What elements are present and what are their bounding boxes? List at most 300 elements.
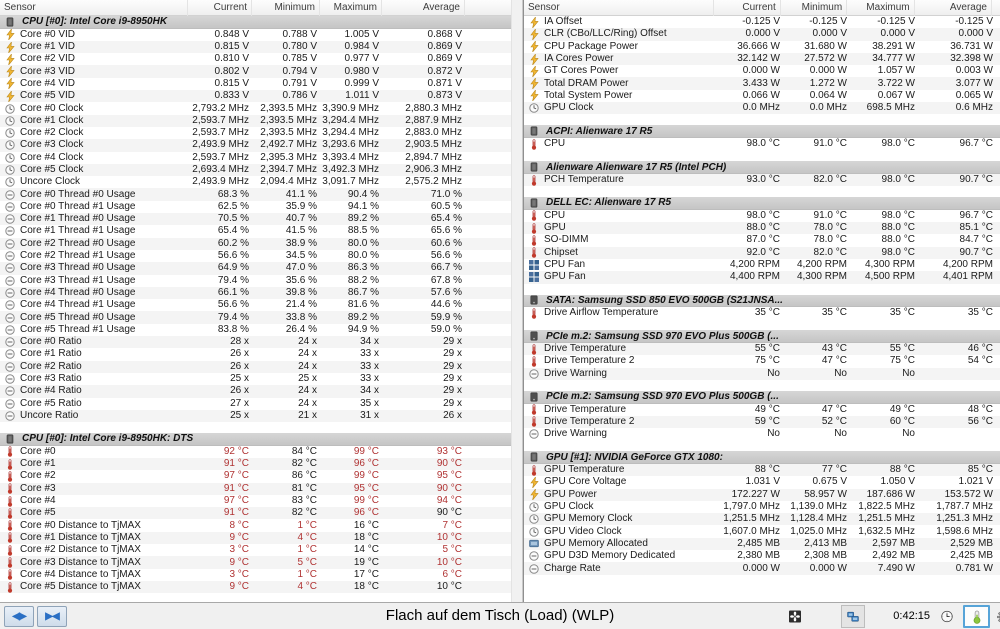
sensor-row[interactable]: [0, 483, 511, 495]
sensor-value-maximum: 4,300 RPM: [864, 259, 915, 271]
sensor-row[interactable]: [0, 336, 511, 348]
sensor-label: IA Offset: [544, 16, 583, 28]
sensor-row[interactable]: [524, 428, 1000, 440]
sensor-row[interactable]: [524, 234, 1000, 246]
sensor-row[interactable]: [524, 343, 1000, 355]
sensor-value-maximum: 88 °C: [889, 464, 915, 476]
sensor-value-current: 92 °C: [223, 445, 249, 457]
sensor-value-average: 35 °C: [967, 307, 993, 319]
sensor-row[interactable]: [524, 28, 1000, 40]
sensor-value-minimum: 35 °C: [821, 307, 847, 319]
sensor-row[interactable]: [524, 307, 1000, 319]
sensor-label: Core #0: [20, 445, 56, 457]
sensor-row[interactable]: [524, 65, 1000, 77]
thermometer-icon: [4, 459, 16, 470]
sensor-value-maximum: 0.977 V: [344, 53, 379, 65]
sensor-group-header[interactable]: [0, 433, 511, 446]
section-gap: [524, 284, 1000, 295]
clock-icon: [528, 527, 540, 537]
sensor-row[interactable]: [0, 115, 511, 127]
sensor-value-maximum: 98.0 °C: [881, 174, 915, 185]
sensor-value-average: 29 x: [443, 360, 462, 372]
sensor-label: GPU Video Clock: [544, 525, 622, 537]
gauge-icon: [528, 369, 540, 379]
sensor-row[interactable]: [0, 250, 511, 262]
sensor-group-header[interactable]: [524, 295, 1000, 308]
sensor-label: Core #2 Clock: [20, 127, 84, 139]
thermometer-icon: [528, 465, 540, 476]
gauge-icon: [528, 551, 540, 561]
sensor-group-header[interactable]: [524, 197, 1000, 210]
sensor-row[interactable]: [524, 16, 1000, 28]
sensor-value-current: 70.5 %: [217, 213, 249, 225]
sensor-value-maximum: 96 °C: [353, 458, 379, 470]
sensor-row[interactable]: [0, 544, 511, 556]
sensor-value-current: 1.031 V: [745, 476, 780, 488]
sensor-label: GPU Fan: [544, 271, 586, 283]
sensor-row[interactable]: [0, 299, 511, 311]
sensor-row[interactable]: [0, 398, 511, 410]
sensor-value-maximum: 98.0 °C: [881, 209, 915, 221]
sensor-label: Core #3 Clock: [20, 139, 84, 151]
sensor-group-header[interactable]: [524, 330, 1000, 343]
clock-icon: [4, 165, 16, 175]
sensor-group-title: CPU [#0]: Intel Core i9-8950HK: [22, 16, 168, 28]
sensor-value-maximum: -0.125 V: [877, 16, 915, 28]
drive-icon: [528, 295, 540, 305]
sensor-value-average: 10 °C: [436, 531, 462, 543]
sensor-value-maximum: 75 °C: [889, 355, 915, 367]
sensor-label: Core #5 Thread #0 Usage: [20, 311, 136, 323]
sensor-row[interactable]: [0, 127, 511, 139]
sensor-row[interactable]: [0, 176, 511, 188]
sensor-value-average: 2,906.3 MHz: [405, 164, 462, 175]
sensor-value-current: 3 °C: [229, 544, 249, 556]
thermometer-icon: [528, 139, 540, 150]
column-header-sensor[interactable]: Sensor: [524, 0, 714, 16]
sensor-value-maximum: 0.067 W: [877, 89, 915, 101]
sensor-group-header[interactable]: [524, 125, 1000, 138]
thermometer-icon: [528, 344, 540, 355]
sensor-value-minimum: 82 °C: [291, 458, 317, 470]
thermometer-icon: [4, 520, 16, 531]
column-header-average[interactable]: Average: [382, 0, 465, 16]
gauge-icon: [4, 386, 16, 396]
sensor-group-title: PCIe m.2: Samsung SSD 970 EVO Plus 500GB (...: [546, 391, 779, 403]
sensor-row[interactable]: [0, 188, 511, 200]
sensor-value-current: 2,493.9 MHz: [192, 139, 249, 151]
sensor-value-minimum: 0.794 V: [282, 65, 317, 77]
timer-button[interactable]: [933, 605, 961, 628]
sensor-row[interactable]: [0, 65, 511, 77]
sensor-row[interactable]: [0, 410, 511, 422]
sensors-active-button[interactable]: [963, 605, 990, 628]
sensor-row[interactable]: [524, 174, 1000, 186]
sensor-value-minimum: 84 °C: [291, 445, 317, 457]
sensor-value-maximum: 3,390.9 MHz: [322, 102, 379, 114]
sensor-value-average: 29 x: [443, 348, 462, 360]
sensor-value-average: 3.077 W: [955, 77, 993, 89]
sensor-row[interactable]: [0, 507, 511, 519]
sensor-label: Core #0 Thread #1 Usage: [20, 200, 136, 212]
sensor-value-average: 0.6 MHz: [955, 102, 993, 114]
clock-icon: [528, 514, 540, 524]
sensor-value-current: 56.6 %: [217, 299, 249, 311]
sensor-value-average: 93 °C: [436, 445, 462, 457]
clock-icon: [941, 604, 953, 629]
sensor-label: Uncore Ratio: [20, 409, 79, 421]
sensor-value-current: 0.848 V: [214, 28, 249, 40]
sensor-value-maximum: 3,293.6 MHz: [322, 139, 379, 151]
sensor-row[interactable]: [0, 287, 511, 299]
sensor-value-current: 35 °C: [754, 307, 780, 319]
sensor-label: Core #0 Thread #0 Usage: [20, 188, 136, 200]
sensor-row[interactable]: [524, 53, 1000, 65]
sensor-label: CPU Package Power: [544, 40, 638, 52]
zap-icon: [528, 66, 540, 77]
sensor-value-current: 68.3 %: [217, 188, 249, 200]
sensor-value-current: 49 °C: [754, 403, 780, 415]
gauge-icon: [4, 362, 16, 372]
sensor-row[interactable]: [0, 581, 511, 593]
settings-button[interactable]: [991, 605, 1000, 628]
remote-sensors-button[interactable]: [841, 605, 865, 628]
sensor-row[interactable]: [524, 247, 1000, 259]
sensor-value-maximum: 98.0 °C: [881, 246, 915, 258]
sensor-row[interactable]: [0, 556, 511, 568]
sensor-row[interactable]: [0, 458, 511, 470]
sensor-value-average: 60.5 %: [430, 200, 462, 212]
sensor-value-average: 65.6 %: [430, 225, 462, 237]
sensor-value-current: 9 °C: [229, 581, 249, 593]
sensor-row[interactable]: [0, 53, 511, 65]
sensor-value-maximum: 86.3 %: [347, 262, 379, 274]
sensor-label: GPU Temperature: [544, 464, 625, 476]
sensor-label: Drive Temperature 2: [544, 415, 635, 427]
sensor-label: GPU Memory Allocated: [544, 537, 648, 549]
gauge-icon: [4, 276, 16, 286]
sensor-value-minimum: 2,094.4 MHz: [260, 176, 317, 188]
sensor-label: Core #3 VID: [20, 65, 76, 77]
sensor-value-minimum: 4,200 RPM: [796, 259, 847, 271]
sensor-group-title: PCIe m.2: Samsung SSD 970 EVO Plus 500GB (...: [546, 330, 779, 342]
sensor-label: Core #1: [20, 458, 56, 470]
sensor-row[interactable]: [0, 373, 511, 385]
sensor-value-minimum: 35.9 %: [285, 200, 317, 212]
sensor-value-current: No: [767, 367, 780, 379]
sensor-value-current: 91 °C: [223, 507, 249, 519]
gauge-icon: [4, 325, 16, 335]
column-header-maximum[interactable]: Maximum: [847, 0, 914, 16]
sensor-row[interactable]: [524, 476, 1000, 488]
column-header-filler: [465, 0, 511, 16]
sensor-row[interactable]: [0, 532, 511, 544]
sensor-label: GPU Power: [544, 488, 597, 500]
sensor-value-average: 0.003 W: [955, 65, 993, 77]
sensor-value-current: 75 °C: [754, 355, 780, 367]
sensor-label: Core #1 Clock: [20, 114, 84, 126]
sensor-row[interactable]: [524, 562, 1000, 574]
sensor-value-current: 66.1 %: [217, 286, 249, 298]
sensor-row[interactable]: [524, 102, 1000, 114]
sensor-label: CPU: [544, 138, 566, 150]
sensor-row[interactable]: [0, 470, 511, 482]
sensor-row[interactable]: [524, 259, 1000, 271]
sensor-value-current: 79.4 %: [217, 274, 249, 286]
sensor-row[interactable]: [524, 416, 1000, 428]
sensor-row[interactable]: [0, 348, 511, 360]
sensor-value-current: 25 x: [230, 373, 249, 385]
fan-control-button[interactable]: [783, 605, 807, 628]
chip-icon: [4, 434, 16, 444]
sensor-value-minimum: 82.0 °C: [813, 246, 847, 258]
sensor-row[interactable]: [524, 271, 1000, 283]
sensor-row[interactable]: [524, 464, 1000, 476]
section-gap: [524, 186, 1000, 197]
gauge-icon: [4, 202, 16, 212]
sensor-group-header[interactable]: [524, 161, 1000, 174]
sensor-label: Core #3 Thread #0 Usage: [20, 262, 136, 274]
sensor-value-current: 2,593.7 MHz: [192, 114, 249, 126]
sensor-value-maximum: 88.0 °C: [881, 222, 915, 234]
sensor-label: Core #2 Ratio: [20, 360, 82, 372]
sensor-row[interactable]: [524, 41, 1000, 53]
sensor-value-current: 0.000 W: [742, 562, 780, 574]
sensor-label: Core #3: [20, 482, 56, 494]
sensor-value-current: 9 °C: [229, 556, 249, 568]
sensor-value-maximum: 90.4 %: [347, 188, 379, 200]
sensor-value-average: 26 x: [443, 409, 462, 421]
sensor-value-maximum: 33 x: [360, 373, 379, 385]
sensor-label: Core #0 Distance to TjMAX: [20, 519, 141, 531]
sensor-value-minimum: 25 x: [298, 373, 317, 385]
column-header-minimum[interactable]: Minimum: [252, 0, 320, 16]
gauge-icon: [4, 411, 16, 421]
sensor-row[interactable]: [0, 102, 511, 114]
sensor-row[interactable]: [0, 78, 511, 90]
sensor-label: Core #5 Distance to TjMAX: [20, 581, 141, 593]
sensor-row[interactable]: [0, 152, 511, 164]
thermometer-icon: [528, 416, 540, 427]
sensor-row[interactable]: [0, 41, 511, 53]
right-sensor-panel: [523, 0, 1000, 602]
sensor-value-current: 26 x: [230, 360, 249, 372]
sensor-row[interactable]: [0, 29, 511, 41]
sensor-value-minimum: 82.0 °C: [813, 174, 847, 185]
column-header-average[interactable]: Average: [915, 0, 992, 16]
sensor-value-maximum: 96 °C: [353, 507, 379, 519]
sensor-label: CLR (CBo/LLC/Ring) Offset: [544, 28, 667, 40]
sensor-row[interactable]: [524, 210, 1000, 222]
sensor-value-maximum: 18 °C: [353, 581, 379, 593]
sensor-label: Uncore Clock: [20, 176, 81, 188]
sensor-group-header[interactable]: [524, 391, 1000, 404]
sensor-value-current: 59 °C: [754, 415, 780, 427]
sensor-value-maximum: 1.011 V: [345, 90, 379, 102]
sensor-value-current: 91 °C: [223, 482, 249, 494]
clock-icon: [528, 502, 540, 512]
zap-icon: [528, 90, 540, 101]
sensor-row[interactable]: [0, 139, 511, 151]
sensor-row[interactable]: [524, 513, 1000, 525]
right-sensor-rows: [524, 16, 1000, 575]
clock-icon: [528, 103, 540, 113]
column-header-current[interactable]: Current: [714, 0, 780, 16]
sensor-value-current: 65.4 %: [217, 225, 249, 237]
sensor-row[interactable]: [0, 519, 511, 531]
sensor-value-minimum: 0.786 V: [282, 90, 317, 102]
sensor-value-average: 66.7 %: [430, 262, 462, 274]
sensor-row[interactable]: [0, 446, 511, 458]
sensor-value-average: 153.572 W: [944, 488, 993, 500]
sensor-label: GPU Memory Clock: [544, 513, 633, 525]
sensor-group-title: DELL EC: Alienware 17 R5: [546, 197, 672, 209]
sensor-group-header[interactable]: [524, 451, 1000, 464]
sensor-value-minimum: 24 x: [298, 385, 317, 397]
sensor-value-average: 96.7 °C: [959, 138, 993, 150]
sensor-value-current: 8 °C: [229, 519, 249, 531]
sensor-group-header[interactable]: [0, 16, 511, 29]
sensor-value-maximum: 94.1 %: [347, 200, 379, 212]
sensor-row[interactable]: [0, 238, 511, 250]
sensor-value-minimum: 0.791 V: [282, 77, 317, 89]
sensor-value-maximum: 1,632.5 MHz: [858, 525, 915, 537]
column-header-minimum[interactable]: Minimum: [781, 0, 847, 16]
sensor-row[interactable]: [0, 361, 511, 373]
sensor-value-minimum: 81 °C: [291, 482, 317, 494]
arrows-outward-icon: ◀▶: [12, 611, 26, 622]
sensor-row[interactable]: [0, 311, 511, 323]
sensor-value-current: 2,380 MB: [737, 550, 780, 562]
sensor-label: GPU Clock: [544, 102, 594, 114]
sensor-value-current: 172.227 W: [731, 488, 780, 500]
section-gap: [524, 380, 1000, 391]
sensor-value-average: 65.4 %: [430, 213, 462, 225]
sensor-value-maximum: 1.005 V: [344, 28, 379, 40]
column-header-current[interactable]: Current: [188, 0, 252, 16]
sensor-value-maximum: 0.999 V: [344, 77, 379, 89]
thermometer-icon: [528, 175, 540, 186]
sensor-row[interactable]: [524, 404, 1000, 416]
sensor-row[interactable]: [0, 213, 511, 225]
thermometer-icon: [528, 235, 540, 246]
sensor-value-average: 90 °C: [436, 482, 462, 494]
gauge-icon: [4, 251, 16, 261]
sensor-row[interactable]: [524, 222, 1000, 234]
sensor-value-minimum: 58.957 W: [804, 488, 847, 500]
sensor-row[interactable]: [0, 90, 511, 102]
sensor-row[interactable]: [524, 138, 1000, 150]
thermometer-icon: [4, 545, 16, 556]
sensor-row[interactable]: [524, 77, 1000, 89]
sensor-value-average: 29 x: [443, 336, 462, 348]
sensor-value-maximum: 88.5 %: [347, 225, 379, 237]
sensor-row[interactable]: [524, 355, 1000, 367]
left-panel-scrollbar[interactable]: [511, 0, 523, 602]
sensor-label: GPU: [544, 222, 566, 234]
sensor-value-average: 0.065 W: [955, 89, 993, 101]
sensor-value-average: 1.021 V: [958, 476, 993, 488]
sensor-row[interactable]: [524, 90, 1000, 102]
sensor-value-current: 0.815 V: [214, 77, 249, 89]
sensor-value-minimum: 5 °C: [297, 556, 317, 568]
sensor-value-minimum: 78.0 °C: [813, 222, 847, 234]
sensor-row[interactable]: [524, 538, 1000, 550]
sensor-value-maximum: 80.0 %: [347, 237, 379, 249]
chip-icon: [528, 126, 540, 136]
sensor-row[interactable]: [524, 501, 1000, 513]
sensor-value-maximum: 3.722 W: [877, 77, 915, 89]
sensor-value-maximum: 81.6 %: [347, 299, 379, 311]
sensor-row[interactable]: [0, 569, 511, 581]
sensor-value-maximum: 88.0 °C: [881, 234, 915, 246]
sensor-value-average: 0.872 V: [427, 65, 462, 77]
column-header-filler: [992, 0, 1000, 16]
column-header-sensor[interactable]: Sensor: [0, 0, 188, 16]
chip-icon: [528, 452, 540, 462]
sensor-value-average: 1,251.3 MHz: [936, 513, 993, 525]
sensor-row[interactable]: [524, 368, 1000, 380]
sensor-value-average: 2,887.9 MHz: [405, 114, 462, 126]
left-sensor-rows: [0, 16, 511, 593]
sensor-value-minimum: 1 °C: [297, 568, 317, 580]
sensor-value-current: 1,607.0 MHz: [723, 525, 780, 537]
thermometer-icon: [4, 582, 16, 593]
sensor-value-minimum: 52 °C: [821, 415, 847, 427]
sensor-value-minimum: 31.680 W: [804, 40, 847, 52]
left-column-header: [0, 0, 511, 16]
fan-icon: [528, 272, 540, 282]
sensor-row[interactable]: [0, 262, 511, 274]
sensor-row[interactable]: [524, 550, 1000, 562]
sensor-row[interactable]: [0, 495, 511, 507]
sensor-value-average: 10 °C: [436, 581, 462, 593]
sensor-value-current: -0.125 V: [742, 16, 780, 28]
sensor-value-average: 1,598.6 MHz: [936, 525, 993, 537]
sensor-label: Drive Warning: [544, 428, 607, 440]
column-header-maximum[interactable]: Maximum: [320, 0, 382, 16]
sensor-value-average: 94 °C: [436, 495, 462, 507]
sensor-value-minimum: 33.8 %: [285, 311, 317, 323]
sensor-row[interactable]: [0, 385, 511, 397]
sensor-value-average: 29 x: [443, 373, 462, 385]
zap-icon: [528, 41, 540, 52]
sensor-row[interactable]: [0, 201, 511, 213]
sensor-value-maximum: 0.000 V: [880, 28, 915, 40]
sensor-value-minimum: 35.6 %: [285, 274, 317, 286]
sensor-value-average: 36.731 W: [950, 40, 993, 52]
sensor-value-average: 2,894.7 MHz: [405, 151, 462, 163]
sensor-row[interactable]: [524, 489, 1000, 501]
thermometer-icon: [528, 223, 540, 234]
sensor-value-minimum: 86 °C: [291, 470, 317, 482]
sensor-value-maximum: 1.057 W: [877, 65, 915, 77]
sensor-row[interactable]: [524, 525, 1000, 537]
sensor-value-average: 0.871 V: [427, 77, 462, 89]
fan-icon: [789, 605, 801, 628]
sensor-row[interactable]: [0, 324, 511, 336]
sensor-value-current: 4,200 RPM: [729, 259, 780, 271]
sensor-label: Total System Power: [544, 89, 633, 101]
sensor-row[interactable]: [0, 164, 511, 176]
sensor-value-minimum: 2,393.5 MHz: [260, 127, 317, 139]
sensor-value-maximum: No: [902, 367, 915, 379]
sensor-value-current: 26 x: [230, 385, 249, 397]
thermometer-icon: [4, 496, 16, 507]
gauge-icon: [4, 337, 16, 347]
sensor-row[interactable]: [0, 275, 511, 287]
sensor-row[interactable]: [0, 225, 511, 237]
